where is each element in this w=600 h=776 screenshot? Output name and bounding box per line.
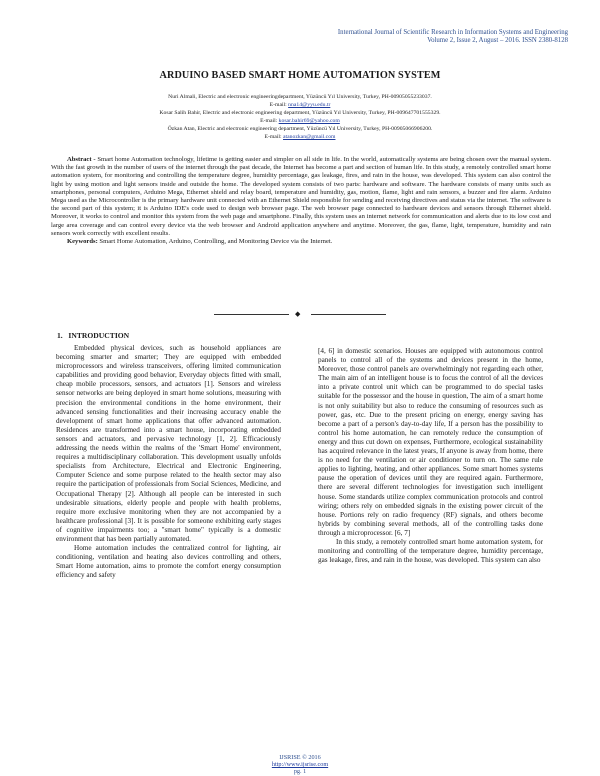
abstract-paragraph — [51, 156, 551, 238]
divider-line-left — [214, 314, 289, 315]
section-number: 1. — [57, 331, 63, 340]
keywords-text: Smart Home Automation, Arduino, Controlling, and Monitoring Device via the Internet. — [99, 238, 333, 246]
author-3-email-line: E-mail: atanozkan@gmail.com — [264, 134, 336, 141]
left-paragraph-1: Embedded physical devices, such as household appliances are becoming smarter and smarter; They are equipped with embedded microprocessors and wireless transceivers, offering limited communication capabilities and providing good behavior, Everyday objects fitted with small, cheap mobile processors, sensors, and actuators [1]. Sensors and wireless sensor networks are being deployed in smart home solutions, measuring with precision the environmental conditions in the home environment, their advanced sensing functionalities and their increasing accuracy enable the development of smart home applications that offer advanced automation. Residences are transformed into a smart house, incorporating embedded sensors and actuators, and pervasive technology [1, 2]. Efficaciously addressing the needs within the realms of the 'Smart Home' environment, requires a multidisciplinary collaboration. This development usually unfolds specialists from Architecture, Electrical and Electronic Engineering, Computer Science and some purpose related to the health sector may also require the participation of professionals from Social Sciences, Medicine, and Occupational Therapy [2]. Although all people can be interested in such undesirable situations, elderly people and people with health problems, require more exclusive monitoring when they are not accompanied by a healthcare professional [3]. It is possible for someone exhibiting early stages of cognitive impairments too; a "smart home" typically is a domestic environment that has been partially automated. — [56, 344, 281, 543]
abstract-text: Smart home Automation technology, lifetime is getting easier and simpler on all side in life. In the world, automatically systems are being chosen over the manual system. With the fast growth in the number of users of the internet through the past decade, the Internet has become a part and section of human life. In this study, a remotely controlled smart home automation system, for monitoring and controlling the temperature degree, humidity percentage, gas leakage, fires, and rain in the house, was developed. This system can also control the light by using motion and light sensors inside and outside the home. The developed system consists of two parts: hardware and software. The hardware consists of many units such as smartphones, personal computers, Arduino Mega, Ethernet shield and relay board, temperature and humidity, gas, motion, flame, light and rain sensors, a buzzer and fire alarm. Arduino Mega used as the Microcontroller is the primary hardware unit connected with an Ethernet Shield responsible for sending and receiving directives and status via the internet. The software is the second part of this system; it is Arduino IDE's code used to design web browser page. The web browser page connected to hardware devices and sensors through Ethernet shield. Moreover, it works to control and monitor this system from the web page and smartphone. Finally, this system uses an internet network for communication and alerts due to its low cost and large area coverage and can control every device via the web browser and Android application anywhere and anytime. Moreover, the gas, flame, light, temperature, humidity and rain sensors work correctly with excellent results. — [51, 156, 552, 237]
right-paragraph-2: In this study, a remotely controlled smart home automation system, for monitoring and controlling of the temperature degree, humidity percentage, gas leakage, fires, and rain in the house, was developed. This system can also — [318, 537, 543, 565]
author-1-affiliation: Nuri Almali, Electric and electronic engineeringdepartment, Yüzüncü Yıl University, Turkey, PH-00905055233037. — [168, 94, 432, 100]
author-3-affiliation: Özkan Atan, Electric and electronic engineering department, Yüzüncü Yıl University, Turkey, PH-00905066906200. — [167, 126, 433, 133]
footer-url-link[interactable]: http://www.ijsrise.com — [271, 761, 329, 769]
journal-header — [338, 29, 568, 46]
author-3-email-link[interactable]: atanozkan@gmail.com — [283, 134, 336, 141]
abstract-block — [51, 156, 551, 246]
section-title: INTRODUCTION — [68, 331, 130, 340]
page-number: pg. 1 — [293, 768, 307, 776]
author-2-email-line: E-mail: kosar.bahir69@yahoo.com — [260, 118, 340, 125]
journal-name: International Journal of Scientific Research in Information Systems and Engineering — [337, 29, 568, 36]
right-paragraph-1: [4, 6] in domestic scenarios. Houses are equipped with autonomous control panels to control all of the systems and devices present in the home, Moreover, those control panels are overwhelmingly not regarding each other, The main aim of an intelligent house is to focus the control of all the devices into a private control unit which can be programmed to do special tasks suitable for the possessor and the house in question, The aim of a smart home is not only suitability but also to reduce the consuming of resources such as power, gas, etc. Due to the present pricing on energy, energy saving has become a part of a person's day-to-day life, If a person has the possibility to control his home automation, he can remotely reduce the consumption of energy and thus cut down on expenses, Furthermore, ecological sustainability has acquired relevance in the latest years, If anyone is away from home, there is no need for the ventilation or air conditioner to turn on. The same rule applies to lighting, heating, and other appliances. Some smart homes systems pause the operation of devices until they are required again. Furthermore, there are several different technologies for investigation such intelligent house. Some standards utilize complex communication protocols and control wiring; others rely on embedded signals in the existing power circuit of the house. Portions rely on radio frequency (RF) signals, and others become hybrids by combining several methods, all of the controlling tasks done through a microprocessor. [6, 7] — [318, 347, 543, 537]
author-1-email-line: E-mail: nna14@yyu.edu.tr — [269, 102, 331, 109]
journal-volume: Volume 2, Issue 2, August – 2016. ISSN 2380-8128 — [427, 37, 568, 45]
section-divider — [214, 312, 386, 318]
section-heading — [57, 331, 129, 340]
right-column — [318, 347, 543, 565]
diamond-icon: ◆ — [295, 310, 301, 318]
footer-copyright: IJSRISE © 2016 — [279, 754, 321, 761]
paper-title: ARDUINO BASED SMART HOME AUTOMATION SYSTEM — [159, 70, 441, 81]
abstract-label: Abstract - — [67, 156, 98, 163]
author-2-affiliation: Kosar Salih Bahir, Electric and electronic engineering department, Yüzüncü Yıl University, Turkey, PH-009647701555329. — [159, 110, 441, 117]
keywords-label: Keywords: — [67, 238, 100, 246]
keywords-paragraph — [51, 238, 551, 246]
author-1-email-link[interactable]: nna14@yyu.edu.tr — [288, 102, 331, 109]
divider-line-right — [311, 314, 386, 315]
page-footer — [0, 754, 600, 776]
author-block — [0, 93, 600, 142]
left-column — [56, 344, 281, 580]
author-2-email-link[interactable]: kosar.bahir69@yahoo.com — [278, 118, 340, 125]
left-paragraph-2: Home automation includes the centralized control for lighting, air conditioning, ventilation and heating also devices controlling and others, Smart Home automation, aims to promote the comfort energy consumption efficiency and safety — [56, 544, 281, 580]
